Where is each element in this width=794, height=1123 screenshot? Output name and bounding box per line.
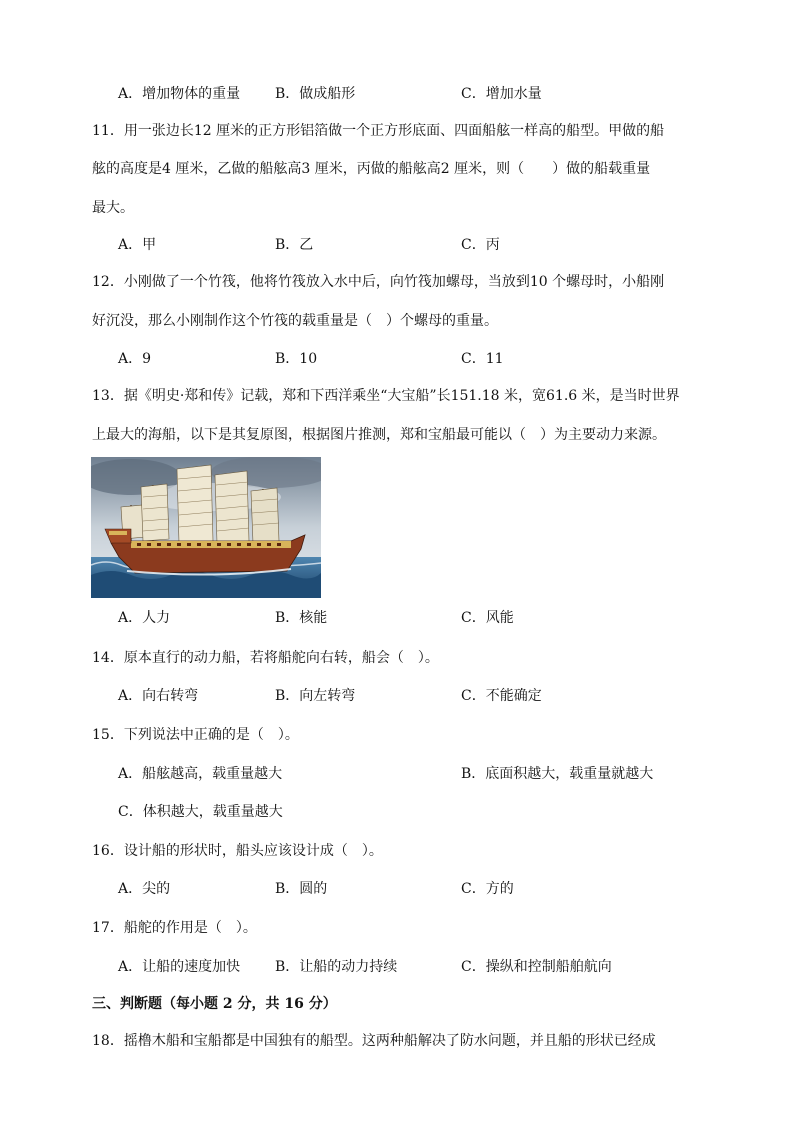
- q11-stem-line-3: 最大。: [92, 200, 134, 216]
- q17-stem: 17．船舵的作用是（ ）。: [92, 920, 257, 936]
- q16-stem: 16．设计船的形状时，船头应该设计成（ ）。: [92, 843, 383, 859]
- q13-option-a: A．人力: [118, 610, 171, 626]
- q16-option-a: A．尖的: [118, 881, 171, 897]
- q13-stem-line-1: 13．据《明史·郑和传》记载，郑和下西洋乘坐“大宝船”长151.18 米，宽61.6 米，是当时世界: [92, 388, 680, 404]
- section-3-heading: 三、判断题（每小题 2 分，共 16 分）: [92, 996, 337, 1012]
- q17-option-a: A．让船的速度加快: [118, 959, 241, 975]
- q12-option-c: C．11: [461, 351, 504, 367]
- q14-option-b: B．向左转弯: [275, 688, 356, 704]
- q12-option-a: A．9: [118, 351, 152, 367]
- q18-stem-line-1: 18．摇橹木船和宝船都是中国独有的船型。这两种船解决了防水问题，并且船的形状已经成: [92, 1033, 656, 1049]
- q11-option-a: A．甲: [118, 237, 157, 253]
- q15-stem: 15．下列说法中正确的是（ ）。: [92, 727, 299, 743]
- q10-option-c: C．增加水量: [461, 86, 542, 102]
- q12-stem-line-2: 好沉没，那么小刚制作这个竹筏的载重量是（ ）个螺母的重量。: [92, 313, 498, 329]
- q15-option-a: A．船舷越高，载重量越大: [118, 766, 283, 782]
- q13-option-b: B．核能: [275, 610, 328, 626]
- q15-option-c: C．体积越大，载重量越大: [118, 804, 283, 820]
- q17-option-b: B．让船的动力持续: [275, 959, 398, 975]
- q10-option-b: B．做成船形: [275, 86, 356, 102]
- q16-option-b: B．圆的: [275, 881, 328, 897]
- q14-option-a: A．向右转弯: [118, 688, 199, 704]
- treasure-ship-image: [91, 457, 321, 598]
- q14-option-c: C．不能确定: [461, 688, 542, 704]
- q14-stem: 14．原本直行的动力船，若将船舵向右转，船会（ ）。: [92, 650, 439, 666]
- q15-option-b: B．底面积越大，载重量就越大: [461, 766, 654, 782]
- q11-stem-line-2: 舷的高度是4 厘米，乙做的船舷高3 厘米，丙做的船舷高2 厘米，则（ ）做的船载重量: [92, 161, 651, 177]
- q13-option-c: C．风能: [461, 610, 514, 626]
- q11-stem-line-1: 11．用一张边长12 厘米的正方形铝箔做一个正方形底面、四面船舷一样高的船型。甲做的船: [92, 123, 665, 139]
- q13-stem-line-2: 上最大的海船，以下是其复原图，根据图片推测，郑和宝船最可能以（ ）为主要动力来源。: [92, 427, 666, 443]
- q11-option-c: C．丙: [461, 237, 500, 253]
- q12-option-b: B．10: [275, 351, 318, 367]
- q11-option-b: B．乙: [275, 237, 314, 253]
- q10-option-a: A．增加物体的重量: [118, 86, 241, 102]
- q12-stem-line-1: 12．小刚做了一个竹筏，他将竹筏放入水中后，向竹筏加螺母，当放到10 个螺母时，小船刚: [92, 274, 665, 290]
- q16-option-c: C．方的: [461, 881, 514, 897]
- q17-option-c: C．操纵和控制船舶航向: [461, 959, 612, 975]
